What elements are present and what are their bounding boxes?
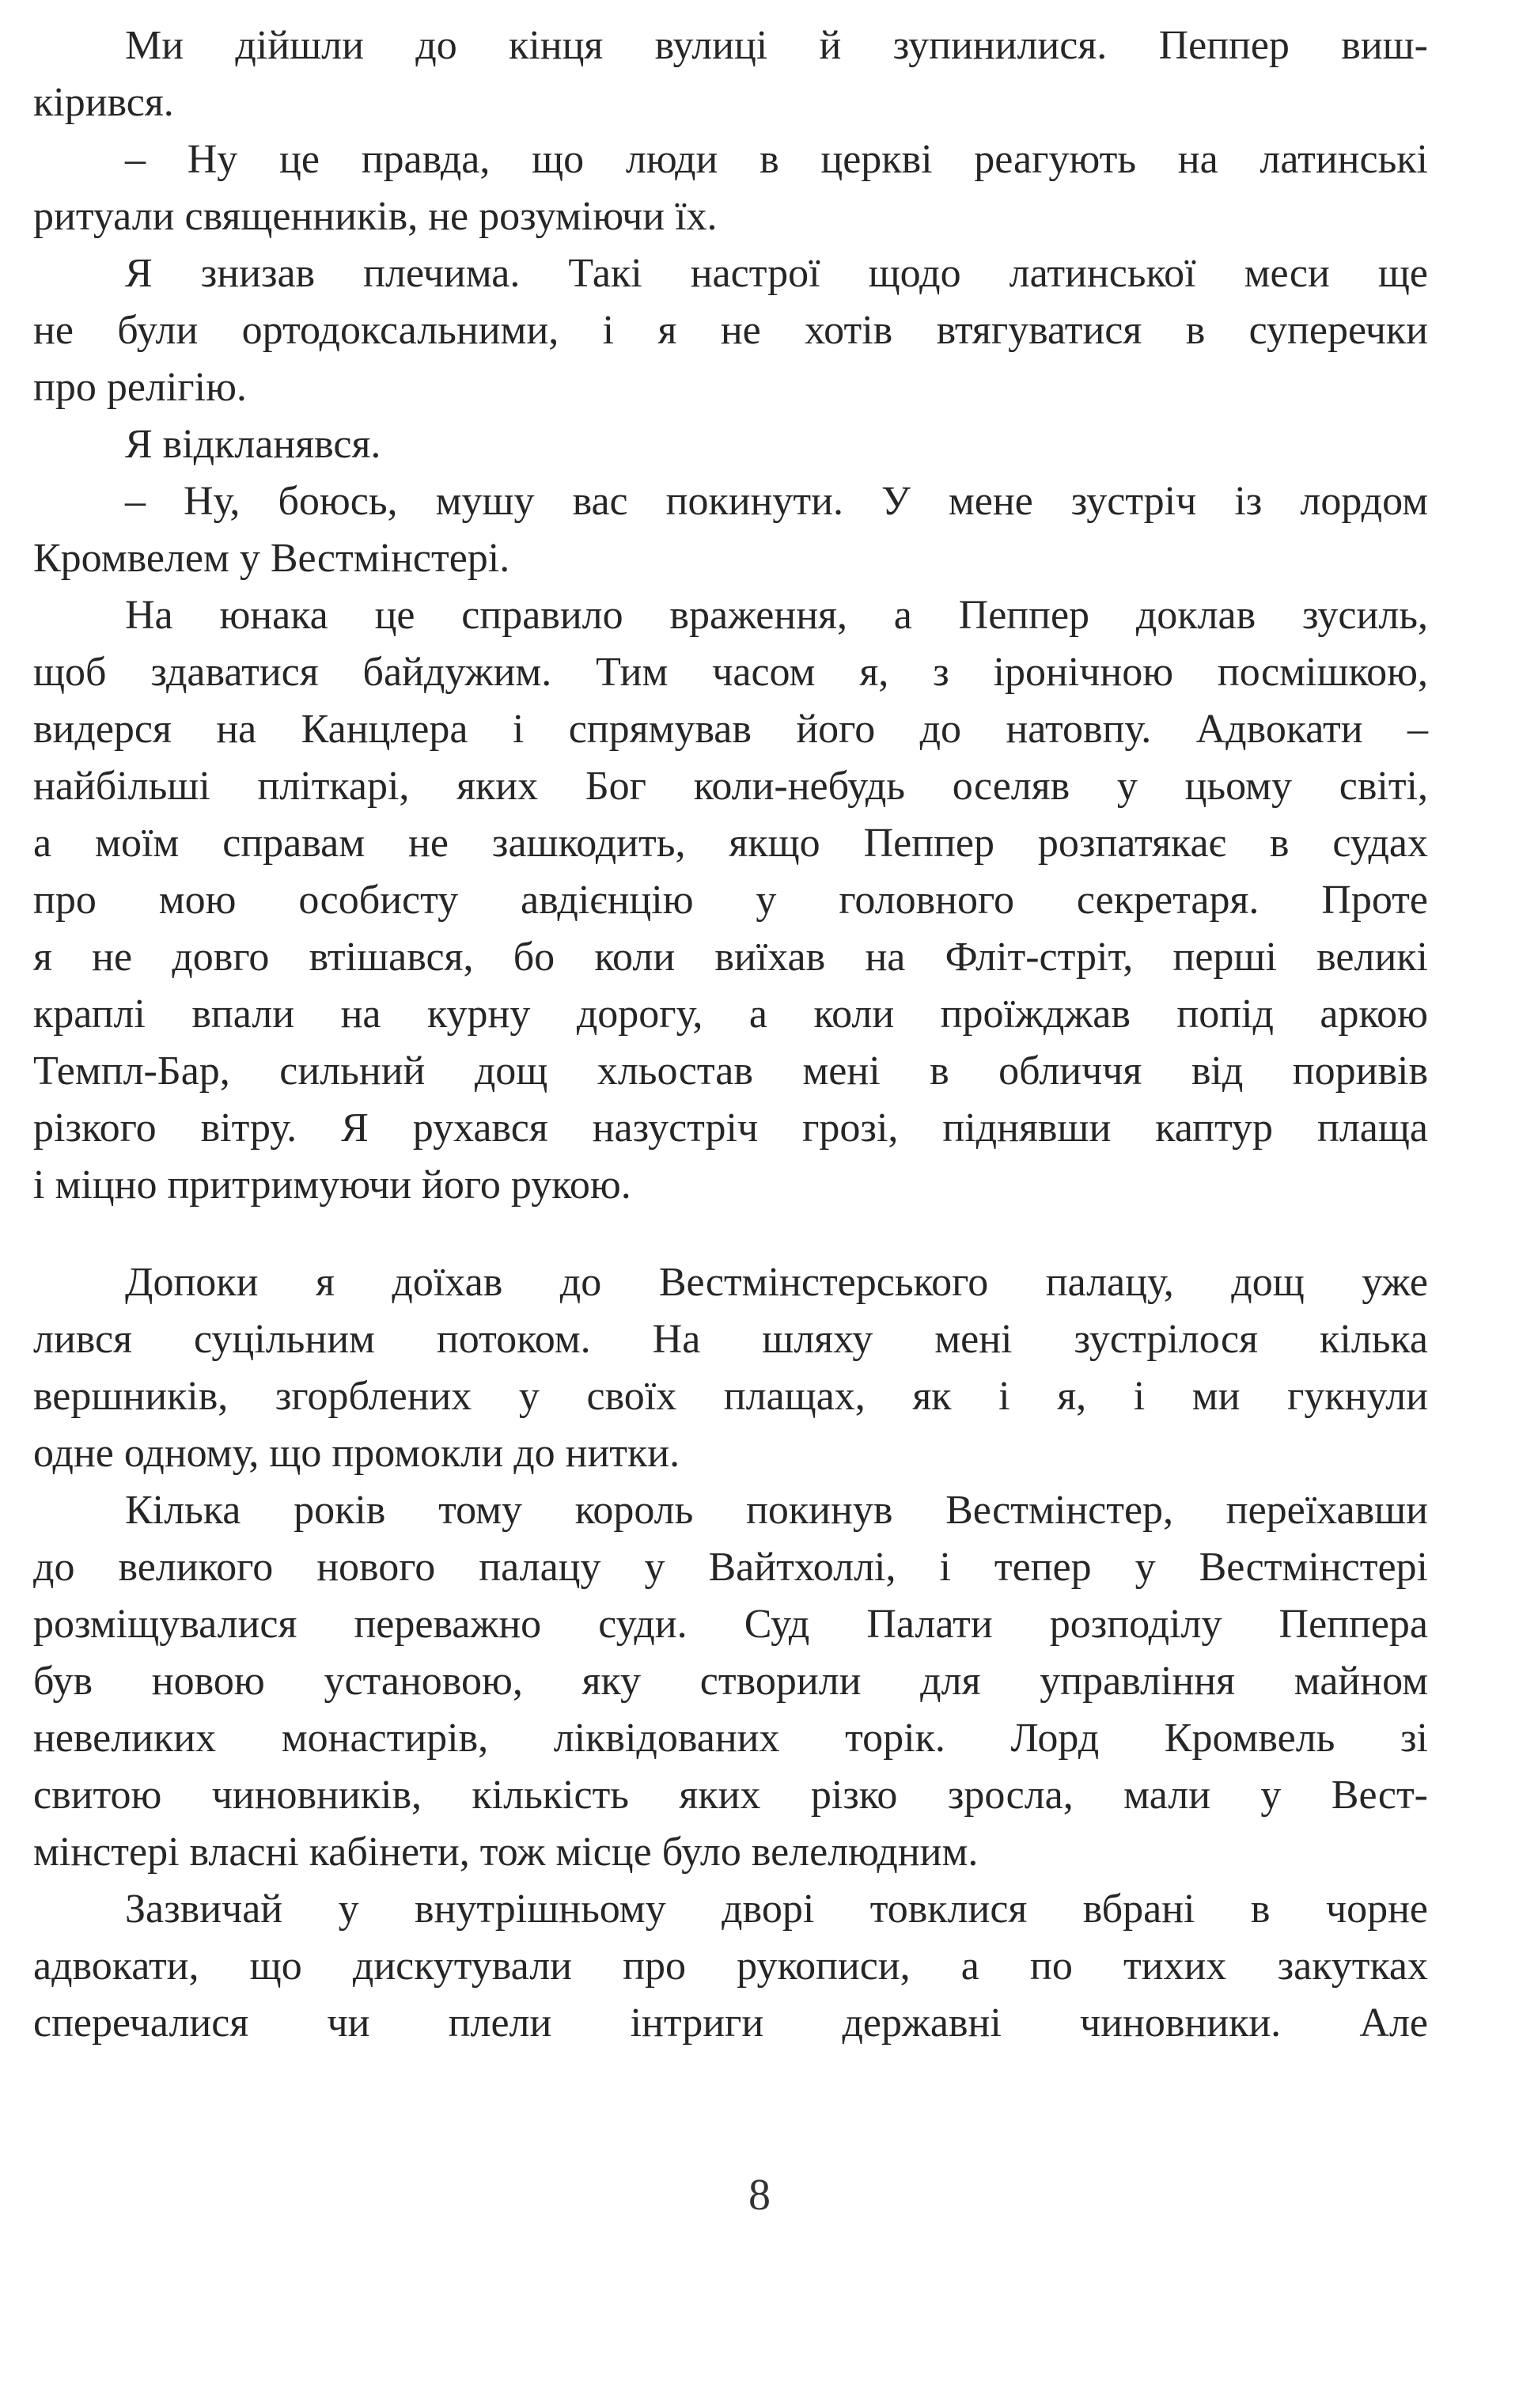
text-line: Ми дійшли до кінця вулиці й зупинилися. Пеппер виш- bbox=[125, 23, 1428, 68]
text-line: різкого вітру. Я рухався назустріч грозі, піднявши каптур плаща bbox=[33, 1105, 1428, 1151]
section-break bbox=[33, 1214, 1428, 1254]
text-line: про мою особисту авдієнцію у головного секретаря. Проте bbox=[33, 878, 1428, 923]
text-line: видерся на Канцлера і спрямував його до натовпу. Адвокати – bbox=[33, 707, 1428, 752]
text-line: я не довго втішався, бо коли виїхав на Фліт-стріт, перші великі bbox=[33, 935, 1428, 980]
paragraph bbox=[33, 1482, 1428, 1881]
paragraph bbox=[33, 131, 1428, 245]
text-line: Допоки я доїхав до Вестмінстерського палацу, дощ уже bbox=[125, 1260, 1428, 1305]
page-number: 8 bbox=[748, 2171, 771, 2220]
text-line: кірився. bbox=[33, 80, 174, 125]
text-line: про релігію. bbox=[33, 365, 247, 410]
text-line: не були ортодоксальними, і я не хотів втягуватися в суперечки bbox=[33, 308, 1428, 353]
paragraph bbox=[33, 587, 1428, 1214]
paragraph bbox=[33, 1254, 1428, 1482]
text-line: мінстері власні кабінети, тож місце було велелюдним. bbox=[33, 1830, 979, 1875]
text-line: щоб здаватися байдужим. Тим часом я, з іронічною посмішкою, bbox=[33, 650, 1428, 695]
text-line: Я знизав плечима. Такі настрої щодо латинської меси ще bbox=[125, 251, 1428, 296]
text-line: Я відкланявся. bbox=[125, 422, 381, 467]
text-line: краплі впали на курну дорогу, а коли проїжджав попід аркою bbox=[33, 992, 1428, 1037]
text-line: На юнака це справило враження, а Пеппер доклав зусиль, bbox=[125, 593, 1428, 638]
text-line: сперечалися чи плели інтриги державні чиновники. Але bbox=[33, 2000, 1428, 2046]
text-line: найбільші пліткарі, яких Бог коли-небудь оселяв у цьому світі, bbox=[33, 764, 1428, 809]
text-line: адвокати, що дискутували про рукописи, а по тихих закутках bbox=[33, 1943, 1428, 1989]
paragraph bbox=[33, 473, 1428, 587]
paragraph bbox=[33, 245, 1428, 416]
text-line: невеликих монастирів, ліквідованих торік. Лорд Кромвель зі bbox=[33, 1716, 1428, 1761]
paragraph bbox=[33, 1881, 1428, 2052]
text-line: Темпл-Бар, сильний дощ хльостав мені в обличчя від поривів bbox=[33, 1049, 1428, 1094]
text-line: вершників, згорблених у своїх плащах, як і я, і ми гукнули bbox=[33, 1374, 1428, 1419]
paragraph bbox=[33, 17, 1428, 131]
text-line: лився суцільним потоком. На шляху мені зустрілося кілька bbox=[33, 1317, 1428, 1362]
text-line: – Ну це правда, що люди в церкві реагують на латинські bbox=[125, 137, 1428, 182]
text-line: – Ну, боюсь, мушу вас покинути. У мене зустріч із лордом bbox=[125, 479, 1428, 524]
text-line: до великого нового палацу у Вайтхоллі, і тепер у Вестмінстері bbox=[33, 1545, 1428, 1590]
text-line: ритуали священників, не розуміючи їх. bbox=[33, 194, 718, 239]
paragraph bbox=[33, 416, 1428, 473]
text-line: одне одному, що промокли до нитки. bbox=[33, 1431, 680, 1476]
text-line: а моїм справам не зашкодить, якщо Пеппер розпатякає в судах bbox=[33, 821, 1428, 866]
text-line: Зазвичай у внутрішньому дворі товклися вбрані в чорне bbox=[125, 1887, 1428, 1932]
text-line: Кілька років тому король покинув Вестмінстер, переїхавши bbox=[125, 1488, 1428, 1533]
text-line: Кромвелем у Вестмінстері. bbox=[33, 536, 510, 581]
text-line: був новою установою, яку створили для управління майном bbox=[33, 1659, 1428, 1704]
page-body bbox=[33, 17, 1428, 2052]
text-line: свитою чиновників, кількість яких різко зросла, мали у Вест- bbox=[33, 1773, 1428, 1818]
text-line: і міцно притримуючи його рукою. bbox=[33, 1162, 631, 1208]
text-line: розміщувалися переважно суди. Суд Палати розподілу Пеппера bbox=[33, 1602, 1428, 1647]
